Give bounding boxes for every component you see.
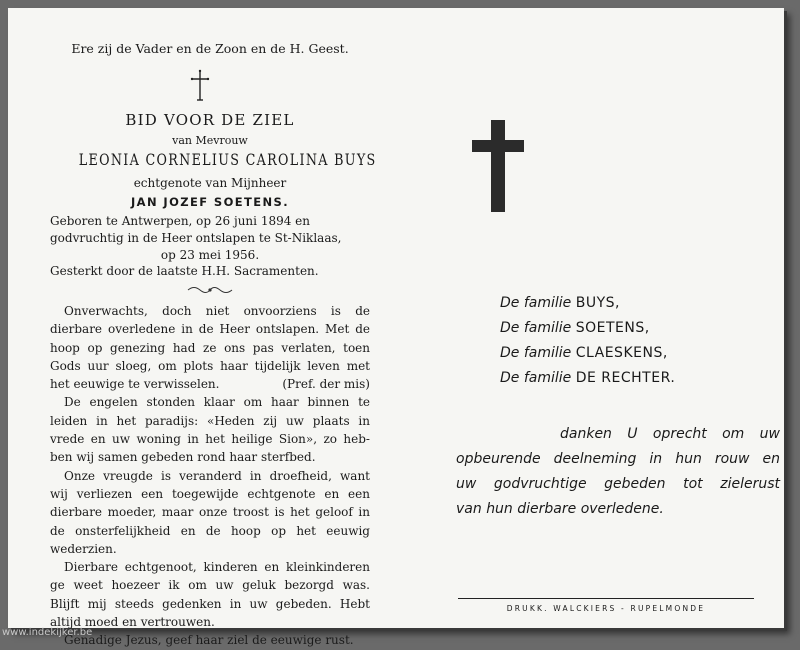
sacraments-line: Gesterkt door de laatste H.H. Sacramenten. — [50, 264, 319, 278]
family-line — [500, 341, 760, 366]
family-prefix: De familie — [500, 320, 572, 336]
spouse-intro: echtgenote van Mijnheer — [133, 176, 287, 190]
deceased-name: LEONIA CORNELIUS CAROLINA BUYS — [78, 151, 377, 169]
prayer-line: Onze vreugde is veranderd in droefheid, want — [64, 468, 370, 483]
prayer-text — [50, 302, 370, 650]
prayer-line: Gods uur sloeg, om plots haar tijdelijk leven met — [50, 358, 370, 373]
watermark: www.indekijker.be — [2, 627, 93, 638]
prayer-line: Onverwachts, doch niet onvoorziens is de — [64, 304, 370, 318]
prayer-line: Genadige Jezus, geef haar ziel de eeuwige rust. — [64, 633, 354, 648]
prayer-line: dierbare moeder, maar onze troost is het geloof in — [50, 505, 370, 520]
family-list — [500, 291, 760, 391]
prayer-line: hoop op genezing had ze ons pas verlaten, toen — [50, 340, 370, 355]
prayer-line — [50, 375, 370, 393]
large-cross-icon — [472, 120, 524, 212]
pref-reference: (Pref. der mis) — [282, 377, 370, 392]
prayer-line: ge weet hoezeer ik om uw geluk bezorgd was. — [50, 578, 370, 593]
van-label: van Mevrouw — [172, 134, 248, 147]
printer-divider — [458, 598, 754, 599]
family-line — [500, 366, 760, 391]
prayer-line: vrede en uw woning in het heilige Sion», zo heb- — [50, 432, 370, 447]
prayer-line: wederzien. — [50, 541, 117, 556]
prayer-line: de onsterfelijkheid en de hoop op het eeuwig — [50, 523, 370, 538]
family-surname: CLAESKENS, — [575, 345, 668, 361]
family-surname: DE RECHTER. — [575, 370, 676, 386]
ornament-icon — [186, 284, 234, 296]
prayer-line: ben wij samen gebeden rond haar sterfbed. — [50, 450, 316, 465]
thanks-line: danken U oprecht om uw — [560, 426, 780, 442]
prayer-line-text: het eeuwige te verwisselen. — [50, 377, 220, 392]
family-prefix: De familie — [500, 370, 572, 386]
prayer-line: Blijft mij steeds gedenken in uw gebeden. Hebt — [50, 596, 370, 611]
motto: Ere zij de Vader en de Zoon en de H. Geest. — [71, 41, 349, 56]
family-prefix: De familie — [500, 345, 572, 361]
prayer-line: dierbare overledene in de Heer ontslapen. Met de — [50, 322, 370, 337]
thanks-line: opbeurende deelneming in hun rouw en — [456, 451, 780, 467]
family-surname: BUYS, — [575, 295, 620, 311]
prayer-line: De engelen stonden klaar om haar binnen te — [64, 395, 370, 410]
thanks-text — [456, 422, 780, 522]
prayer-line: wij verliezen een toegewijde echtgenote en een — [50, 486, 370, 501]
born-line: op 23 mei 1956. — [160, 248, 260, 262]
birth-death-text — [50, 213, 370, 264]
prayer-line: altijd moed en vertrouwen. — [50, 615, 215, 630]
born-line: Geboren te Antwerpen, op 26 juni 1894 en — [50, 214, 310, 228]
prayer-line: leiden in het paradijs: «Heden zij uw plaats in — [50, 413, 370, 428]
left-panel — [50, 8, 377, 648]
family-line — [500, 316, 760, 341]
right-panel — [428, 8, 784, 628]
prayer-line: Dierbare echtgenoot, kinderen en kleinkinderen — [64, 560, 370, 575]
thanks-line: uw godvruchtige gebeden tot zielerust — [456, 476, 780, 492]
born-line: godvruchtig in de Heer ontslapen te St-Niklaas, — [50, 231, 342, 245]
thanks-line: van hun dierbare overledene. — [456, 501, 664, 517]
heading: BID VOOR DE ZIEL — [125, 111, 295, 129]
spouse-name: JAN JOZEF SOETENS. — [130, 195, 289, 209]
small-cross-icon — [189, 69, 211, 101]
family-prefix: De familie — [500, 295, 572, 311]
family-surname: SOETENS, — [575, 320, 650, 336]
printer-credit: DRUKK. WALCKIERS - RUPELMONDE — [506, 604, 706, 613]
family-line — [500, 291, 760, 316]
